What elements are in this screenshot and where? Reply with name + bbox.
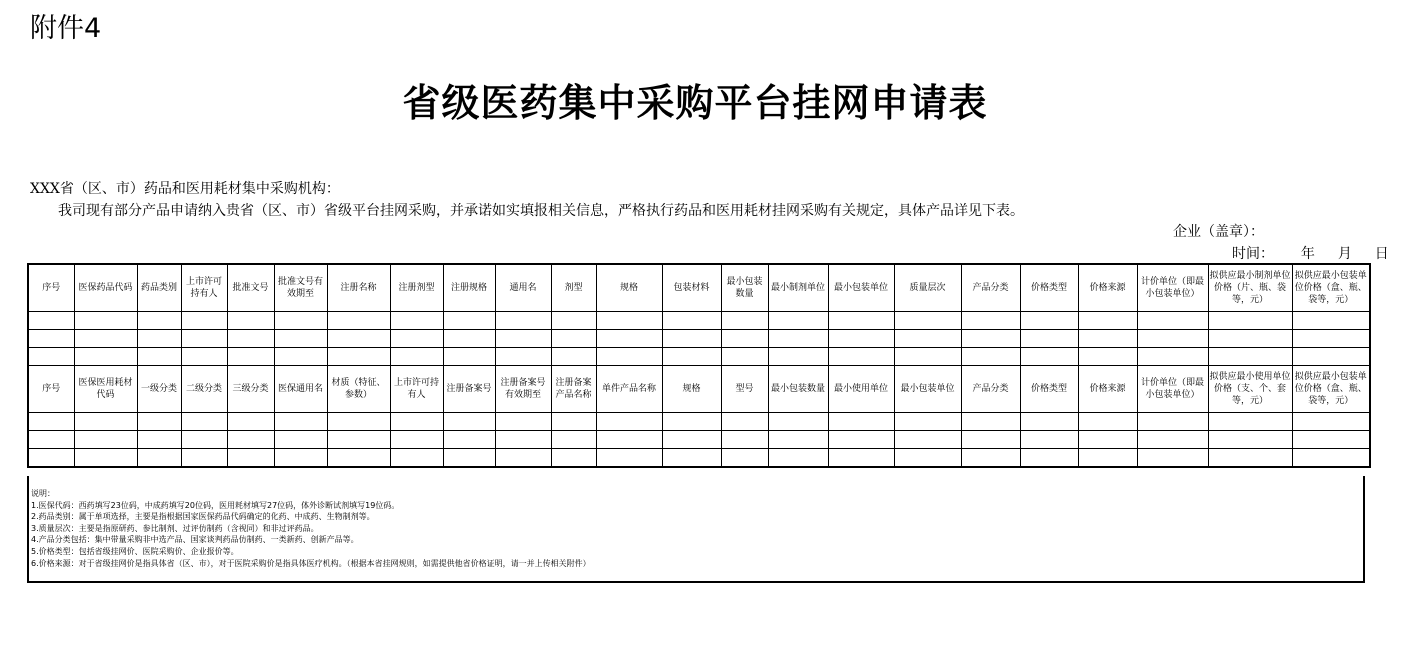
entry-cell[interactable] [662,312,721,330]
entry-cell[interactable] [828,449,894,468]
entry-cell[interactable] [390,330,443,348]
entry-cell[interactable] [1292,413,1370,431]
entry-cell[interactable] [327,413,390,431]
entry-cell[interactable] [327,330,390,348]
entry-cell[interactable] [721,431,768,449]
header-cell: 质量层次 [894,264,961,312]
entry-cell[interactable] [961,330,1020,348]
entry-cell[interactable] [74,348,137,366]
entry-cell[interactable] [227,449,274,468]
note-line: 3.质量层次：主要是指原研药、参比制剂、过评仿制药（含视同）和非过评药品。 [31,523,319,533]
entry-cell[interactable] [894,330,961,348]
entry-cell[interactable] [28,431,74,449]
entry-cell[interactable] [961,431,1020,449]
entry-cell[interactable] [390,348,443,366]
entry-cell[interactable] [894,348,961,366]
entry-cell[interactable] [551,312,596,330]
header-cell: 拟供应最小包装单位价格（盒、瓶、袋等，元） [1292,366,1370,413]
entry-cell[interactable] [227,413,274,431]
entry-cell[interactable] [1078,449,1137,468]
attachment-label: 附件4 [30,13,102,44]
entry-cell[interactable] [551,449,596,468]
header-cell: 医保通用名 [274,366,327,413]
entry-cell[interactable] [1292,449,1370,468]
drug-header-row [28,264,1370,312]
table-row [28,348,1370,366]
header-cell: 二级分类 [181,366,227,413]
intro-paragraph: 我司现有部分产品申请纳入贵省（区、市）省级平台挂网采购，并承诺如实填报相关信息，严格执行药品和医用耗材挂网采购有关规定，具体产品详见下表。 [58,203,1024,219]
entry-cell[interactable] [1137,330,1208,348]
entry-cell[interactable] [137,348,181,366]
entry-cell[interactable] [551,413,596,431]
header-cell: 序号 [28,366,74,413]
entry-cell[interactable] [274,431,327,449]
time-label: 时间： [1232,246,1274,262]
entry-cell[interactable] [551,431,596,449]
entry-cell[interactable] [662,330,721,348]
header-cell: 价格类型 [1020,366,1078,413]
entry-cell[interactable] [768,449,828,468]
entry-cell[interactable] [390,413,443,431]
entry-cell[interactable] [274,330,327,348]
header-cell: 医保医用耗材代码 [74,366,137,413]
header-cell: 医保药品代码 [74,264,137,312]
entry-cell[interactable] [74,312,137,330]
entry-cell[interactable] [227,348,274,366]
header-cell: 三级分类 [227,366,274,413]
table-row [28,413,1370,431]
entry-cell[interactable] [551,330,596,348]
entry-cell[interactable] [596,348,662,366]
entry-cell[interactable] [768,348,828,366]
company-seal-label: 企业（盖章）： [1173,224,1264,240]
entry-cell[interactable] [28,413,74,431]
header-cell: 注册名称 [327,264,390,312]
header-cell: 最小包装数量 [721,264,768,312]
header-cell: 拟供应最小包装单位价格（盒、瓶、袋等，元） [1292,264,1370,312]
entry-cell[interactable] [662,431,721,449]
entry-cell[interactable] [721,348,768,366]
entry-cell[interactable] [137,431,181,449]
entry-cell[interactable] [1208,312,1292,330]
entry-cell[interactable] [1208,330,1292,348]
entry-cell[interactable] [768,312,828,330]
entry-cell[interactable] [828,413,894,431]
entry-cell[interactable] [74,413,137,431]
entry-cell[interactable] [495,413,551,431]
entry-cell[interactable] [28,330,74,348]
time-month: 月 [1337,246,1352,262]
entry-cell[interactable] [443,431,495,449]
header-cell: 材质（特征、参数） [327,366,390,413]
entry-cell[interactable] [181,330,227,348]
header-cell: 一级分类 [137,366,181,413]
notes-title: 说明： [31,489,55,498]
entry-cell[interactable] [596,413,662,431]
entry-cell[interactable] [1137,431,1208,449]
entry-cell[interactable] [227,431,274,449]
entry-cell[interactable] [1020,413,1078,431]
entry-cell[interactable] [443,413,495,431]
table-row [28,431,1370,449]
header-cell: 价格类型 [1020,264,1078,312]
header-cell: 计价单位（即最小包装单位） [1137,264,1208,312]
entry-cell[interactable] [662,348,721,366]
page-title: 省级医药集中采购平台挂网申请表 [402,80,988,125]
entry-cell[interactable] [1208,449,1292,468]
entry-cell[interactable] [961,413,1020,431]
entry-cell[interactable] [390,312,443,330]
application-table [27,263,1371,468]
notes-section [27,476,1365,583]
header-cell: 注册备案号 [443,366,495,413]
entry-cell[interactable] [1078,413,1137,431]
entry-cell[interactable] [721,312,768,330]
entry-cell[interactable] [28,449,74,468]
entry-cell[interactable] [894,312,961,330]
header-cell: 注册剂型 [390,264,443,312]
entry-cell[interactable] [768,330,828,348]
header-cell: 价格来源 [1078,264,1137,312]
entry-cell[interactable] [1292,330,1370,348]
time-day: 日 [1374,246,1389,262]
note-line: 4.产品分类包括：集中带量采购非中选产品、国家谈判药品仿制药、一类新药、创新产品等。 [31,535,359,545]
header-cell: 最小包装单位 [828,264,894,312]
table-row [28,449,1370,468]
entry-cell[interactable] [662,413,721,431]
table-row [28,330,1370,348]
header-cell: 上市许可持有人 [390,366,443,413]
entry-cell[interactable] [1208,348,1292,366]
entry-cell[interactable] [828,330,894,348]
entry-cell[interactable] [961,449,1020,468]
header-cell: 产品分类 [961,366,1020,413]
entry-cell[interactable] [137,413,181,431]
time-year: 年 [1300,246,1315,262]
entry-cell[interactable] [1208,413,1292,431]
entry-cell[interactable] [828,312,894,330]
entry-cell[interactable] [961,348,1020,366]
entry-cell[interactable] [1078,348,1137,366]
entry-cell[interactable] [495,348,551,366]
entry-cell[interactable] [443,312,495,330]
header-cell: 最小制剂单位 [768,264,828,312]
time-line [1232,243,1389,263]
entry-cell[interactable] [1020,312,1078,330]
entry-cell[interactable] [1078,330,1137,348]
entry-cell[interactable] [721,330,768,348]
header-cell: 包装材料 [662,264,721,312]
header-cell: 计价单位（即最小包装单位） [1137,366,1208,413]
header-cell: 价格来源 [1078,366,1137,413]
header-cell: 规格 [596,264,662,312]
entry-cell[interactable] [1137,449,1208,468]
entry-cell[interactable] [961,312,1020,330]
header-cell: 型号 [721,366,768,413]
entry-cell[interactable] [28,348,74,366]
entry-cell[interactable] [74,431,137,449]
entry-cell[interactable] [1020,449,1078,468]
entry-cell[interactable] [274,348,327,366]
entry-cell[interactable] [894,413,961,431]
entry-cell[interactable] [1292,312,1370,330]
entry-cell[interactable] [1020,431,1078,449]
entry-cell[interactable] [1137,348,1208,366]
device-header-row [28,366,1370,413]
header-cell: 最小包装单位 [894,366,961,413]
entry-cell[interactable] [551,348,596,366]
entry-cell[interactable] [1078,312,1137,330]
header-cell: 单件产品名称 [596,366,662,413]
entry-cell[interactable] [662,449,721,468]
entry-cell[interactable] [390,431,443,449]
header-cell: 序号 [28,264,74,312]
entry-cell[interactable] [227,312,274,330]
entry-cell[interactable] [327,348,390,366]
entry-cell[interactable] [596,312,662,330]
entry-cell[interactable] [443,449,495,468]
entry-cell[interactable] [181,431,227,449]
entry-cell[interactable] [181,449,227,468]
entry-cell[interactable] [495,330,551,348]
header-cell: 批准文号有效期至 [274,264,327,312]
note-line: 6.价格来源：对于省级挂网价是指具体省（区、市），对于医院采购价是指具体医疗机构。（根据本省挂网规则，如需提供他省价格证明，请一并上传相关附件） [31,558,591,568]
entry-cell[interactable] [721,449,768,468]
header-cell: 产品分类 [961,264,1020,312]
entry-cell[interactable] [1078,431,1137,449]
entry-cell[interactable] [768,413,828,431]
entry-cell[interactable] [1208,431,1292,449]
entry-cell[interactable] [828,431,894,449]
entry-cell[interactable] [1020,330,1078,348]
entry-cell[interactable] [390,449,443,468]
header-cell: 注册备案产品名称 [551,366,596,413]
header-cell: 拟供应最小使用单位价格（支、个、套等，元） [1208,366,1292,413]
entry-cell[interactable] [274,312,327,330]
entry-cell[interactable] [137,449,181,468]
entry-cell[interactable] [227,330,274,348]
entry-cell[interactable] [721,413,768,431]
header-cell: 最小使用单位 [828,366,894,413]
entry-cell[interactable] [74,330,137,348]
header-cell: 注册备案号有效期至 [495,366,551,413]
table-body [28,264,1370,467]
entry-cell[interactable] [894,449,961,468]
header-cell: 上市许可持有人 [181,264,227,312]
entry-cell[interactable] [1292,348,1370,366]
entry-cell[interactable] [768,431,828,449]
header-cell: 拟供应最小制剂单位价格（片、瓶、袋等，元） [1208,264,1292,312]
note-line: 1.医保代码：西药填写23位码，中成药填写20位码，医用耗材填写27位码，体外诊断试剂填写19位码。 [31,500,400,510]
entry-cell[interactable] [181,348,227,366]
entry-cell[interactable] [495,312,551,330]
entry-cell[interactable] [28,312,74,330]
entry-cell[interactable] [828,348,894,366]
entry-cell[interactable] [181,413,227,431]
entry-cell[interactable] [596,449,662,468]
entry-cell[interactable] [327,312,390,330]
entry-cell[interactable] [1020,348,1078,366]
header-cell: 注册规格 [443,264,495,312]
entry-cell[interactable] [137,312,181,330]
note-line: 2.药品类别：属于单项选择，主要是指根据国家医保药品代码确定的化药、中成药、生物制剂等。 [31,512,375,522]
header-cell: 剂型 [551,264,596,312]
entry-cell[interactable] [596,431,662,449]
entry-cell[interactable] [1137,312,1208,330]
header-cell: 药品类别 [137,264,181,312]
entry-cell[interactable] [596,330,662,348]
entry-cell[interactable] [495,449,551,468]
entry-cell[interactable] [1137,413,1208,431]
header-cell: 最小包装数量 [768,366,828,413]
header-cell: 通用名 [495,264,551,312]
table-row [28,312,1370,330]
note-line: 5.价格类型：包括省级挂网价、医院采购价、企业报价等。 [31,546,239,556]
entry-cell[interactable] [894,431,961,449]
entry-cell[interactable] [327,431,390,449]
header-cell: 规格 [662,366,721,413]
entry-cell[interactable] [443,348,495,366]
entry-cell[interactable] [443,330,495,348]
entry-cell[interactable] [1292,431,1370,449]
header-cell: 批准文号 [227,264,274,312]
entry-cell[interactable] [274,449,327,468]
entry-cell[interactable] [74,449,137,468]
recipient-line: XXX省（区、市）药品和医用耗材集中采购机构： [30,181,340,197]
entry-cell[interactable] [137,330,181,348]
entry-cell[interactable] [181,312,227,330]
entry-cell[interactable] [327,449,390,468]
entry-cell[interactable] [274,413,327,431]
entry-cell[interactable] [495,431,551,449]
